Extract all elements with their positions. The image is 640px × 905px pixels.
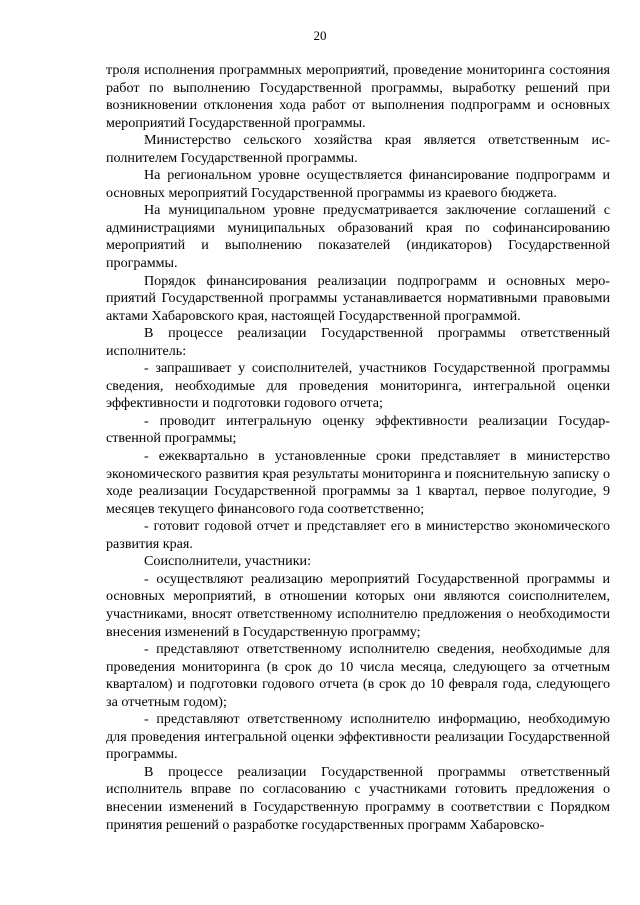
paragraph: - представляют ответственному исполнителю информацию, необходимую для проведения интегральной оценки эффективности реализации Государственной программы. bbox=[106, 711, 610, 763]
paragraph: Соисполнители, участники: bbox=[144, 553, 311, 570]
paragraph: На муниципальном уровне предусматривается заключение соглашений с администрациями муниципальных образований края по софинансированию мероприятий и выполнению показателей (индикаторов) Государственной программы. bbox=[106, 202, 610, 272]
body-text bbox=[106, 62, 610, 834]
paragraph: - проводит интегральную оценку эффективности реализации Государственной программы; bbox=[106, 412, 610, 447]
paragraph: Министерство сельского хозяйства края является ответственным исполнителем Государственной программы. bbox=[106, 132, 610, 166]
paragraph: Порядок финансирования реализации подпрограмм и основных мероприятий Государственной программы устанавливается нормативными правовыми актами Хабаровского края, настоящей Государственной программой. bbox=[106, 272, 610, 324]
paragraph: - ежеквартально в установленные сроки представляет в министерство экономического развития края результаты мониторинга и пояснительную записку о ходе реализации Государственной программы за 1 квартал, первое полугодие, 9 месяцев текущего финансового года соответственно; bbox=[106, 448, 610, 517]
paragraph: - осуществляют реализацию мероприятий Государственной программы и основных мероприятий, в отношении которых они являются соисполнителем, участниками, вносят ответственному исполнителю предложения о необходимости внесения изменений в Государственную программу; bbox=[106, 570, 610, 640]
paragraph: - представляют ответственному исполнителю сведения, необходимые для проведения мониторинга (в срок до 10 числа месяца, следующего за отчетным кварталом) и подготовки годового отчета (в срок до 10 февраля года, следующего за отчетным годом); bbox=[106, 641, 610, 710]
page-number: 20 bbox=[313, 28, 327, 43]
paragraph: В процессе реализации Государственной программы ответственный исполнитель вправе по согласованию с участниками готовить предложения о внесении изменений в Государственную программу в соответствии с Порядком принятия решений о разработке государственных программ Хабаровско- bbox=[106, 763, 610, 833]
paragraph: - запрашивает у соисполнителей, участников Государственной программы сведения, необходимые для проведения мониторинга, интегральной оценки эффективности и подготовки годового отчета; bbox=[106, 360, 610, 412]
paragraph: - готовит годовой отчет и представляет его в министерство экономического развития края. bbox=[106, 518, 610, 552]
paragraph: троля исполнения программных мероприятий, проведение мониторинга состояния работ по выполнению Государственной программы, выработку решений при возникновении отклонения хода работ от выполнения подпрограмм и основных мероприятий Государственной программы. bbox=[106, 62, 610, 131]
paragraph: На региональном уровне осуществляется финансирование подпрограмм и основных мероприятий Государственной программы из краевого бюджета. bbox=[106, 167, 610, 201]
paragraph: В процессе реализации Государственной программы ответственный исполнитель: bbox=[106, 325, 610, 359]
